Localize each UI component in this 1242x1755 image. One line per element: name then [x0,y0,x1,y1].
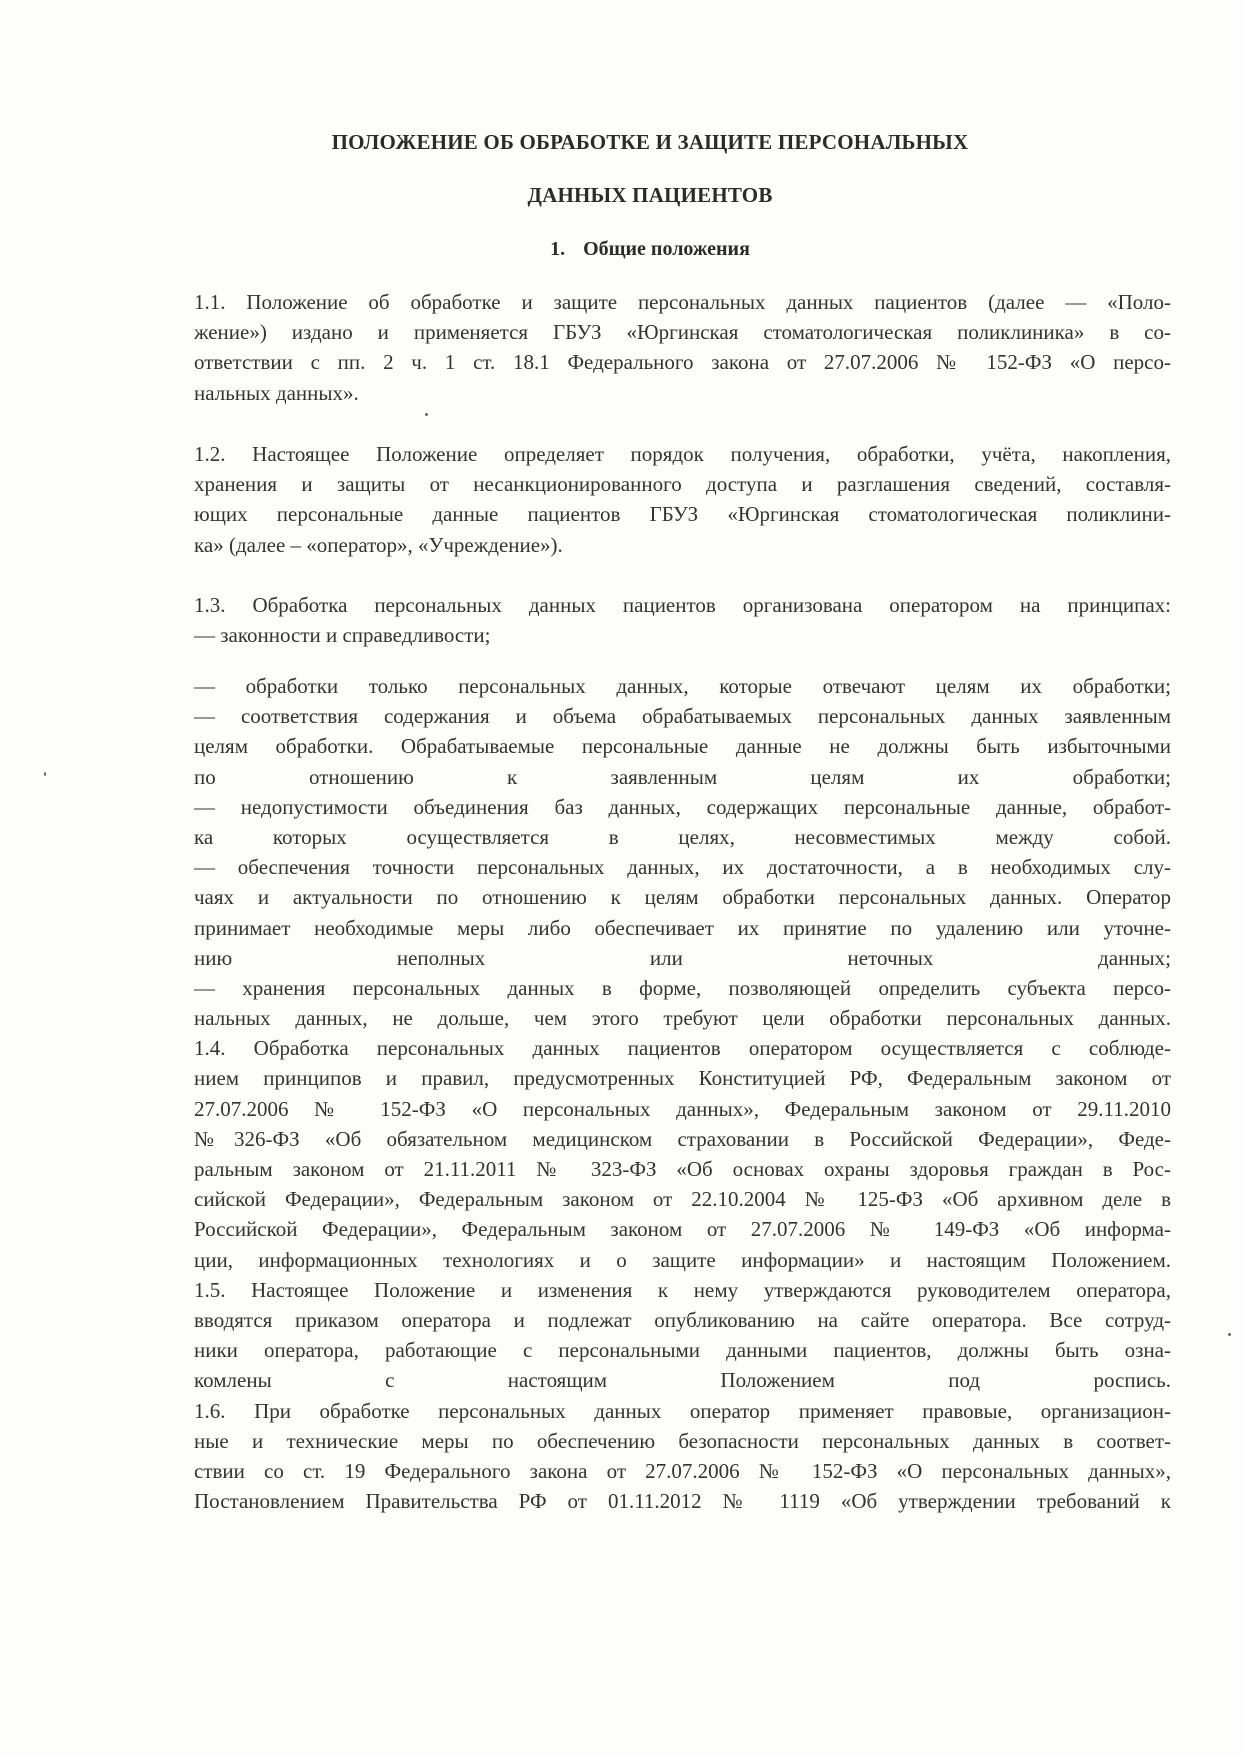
text-line: ральным законом от 21.11.2011 № 323-ФЗ «Об основах охраны здоровья граждан в Рос- [194,1157,1171,1181]
text-line: чаях и актуальности по отношению к целям обработки персональных данных. Оператор [194,885,1171,910]
text-line: — соответствия содержания и объема обрабатываемых персональных данных заявленным [194,704,1171,729]
text-line: принимает необходимые меры либо обеспечивает их принятие по удалению или уточне- [194,915,1171,940]
text-line: Постановлением Правительства РФ от 01.11.2012 № 1119 «Об утверждении требований к [194,1489,1171,1514]
text-line: нием принципов и правил, предусмотренных Конституцией РФ, Федеральным законом от [194,1066,1171,1091]
text-line: 1.3. Обработка персональных данных пациентов организована оператором на принципах: [194,593,1171,617]
text-line: Российской Федерации», Федеральным законом от 27.07.2006 № 149-ФЗ «Об информа- [194,1217,1171,1242]
section-number: 1. [550,238,566,260]
scan-speck [425,413,428,416]
text-line: ющих персональные данные пациентов ГБУЗ «Юргинская стоматологическая поликлини- [194,502,1171,527]
text-line: ствии со ст. 19 Федерального закона от 27.07.2006 № 152-ФЗ «О персональных данных», [194,1458,1171,1483]
text-line: вводятся приказом оператора и подлежат опубликованию на сайте оператора. Все сотруд- [194,1307,1171,1332]
text-line: нальных данных, не дольше, чем этого требуют цели обработки персональных данных. [194,1006,1171,1031]
text-line: хранения и защиты от несанкционированного доступа и разглашения сведений, составля- [194,472,1171,497]
text-line: 27.07.2006 № 152-ФЗ «О персональных данных», Федеральным законом от 29.11.2010 [194,1096,1171,1121]
text-line: целям обработки. Обрабатываемые персональные данные не должны быть избыточными [194,734,1171,759]
text-line: 1.2. Настоящее Положение определяет порядок получения, обработки, учёта, накопления, [194,442,1171,466]
text-line: комлены с настоящим Положением под роспись. [194,1368,1171,1393]
text-line: — законности и справедливости; [194,623,491,648]
text-line: ники оператора, работающие с персональными данными пациентов, должны быть озна- [194,1338,1171,1363]
text-line: — хранения персональных данных в форме, позволяющей определить субъекта персо- [194,975,1171,1000]
text-line: №326-ФЗ «Об обязательном медицинском страховании в Российской Федерации», Феде- [194,1126,1171,1151]
text-line: жение») издано и применяется ГБУЗ «Юргинская стоматологическая поликлиника» в со- [194,320,1171,345]
text-line: сийской Федерации», Федеральным законом от 22.10.2004 № 125-ФЗ «Об архивном деле в [194,1187,1171,1212]
text-line: — недопустимости объединения баз данных, содержащих персональные данные, обработ- [194,794,1171,819]
text-line: — обеспечения точности персональных данных, их достаточности, а в необходимых слу- [194,855,1171,880]
text-line: 1.1. Положение об обработке и защите персональных данных пациентов (далее — «Поло- [194,290,1171,314]
paragraph-1-3 [194,590,1171,650]
text-line: ка» (далее – «оператор», «Учреждение»). [194,532,563,557]
paragraph-1-1 [194,287,1171,408]
document-title-line-1: ПОЛОЖЕНИЕ ОБ ОБРАБОТКЕ И ЗАЩИТЕ ПЕРСОНАЛЬНЫХ [331,130,969,154]
text-line: 1.6. При обработке персональных данных оператор применяет правовые, организацион- [194,1398,1171,1423]
text-line: нальных данных». [194,380,359,405]
text-line: 1.5. Настоящее Положение и изменения к нему утверждаются руководителем оператора, [194,1277,1171,1302]
text-line: ка которых осуществляется в целях, несовместимых между собой. [194,824,1171,849]
paragraph-principles-and-rest [194,671,1171,1516]
section-heading [150,238,1150,261]
scan-speck [44,772,46,776]
scan-speck [1228,1333,1231,1336]
text-line: — обработки только персональных данных, которые отвечают целям их обработки; [194,674,1171,698]
text-line: нию неполных или неточных данных; [194,945,1171,970]
text-line: по отношению к заявленным целям их обработки; [194,764,1171,789]
paragraph-1-2 [194,439,1171,560]
text-line: 1.4. Обработка персональных данных пациентов оператором осуществляется с соблюде- [194,1036,1171,1061]
text-line: ные и технические меры по обеспечению безопасности персональных данных в соответ- [194,1428,1171,1453]
section-title: Общие положения [583,238,750,260]
document-title-line-2: ДАННЫХ ПАЦИЕНТОВ [527,183,773,207]
text-line: ции, информационных технологиях и о защите информации» и настоящим Положением. [194,1247,1171,1272]
text-line: ответствии с пп. 2 ч. 1 ст. 18.1 Федерального закона от 27.07.2006 № 152-ФЗ «О персо- [194,350,1171,375]
